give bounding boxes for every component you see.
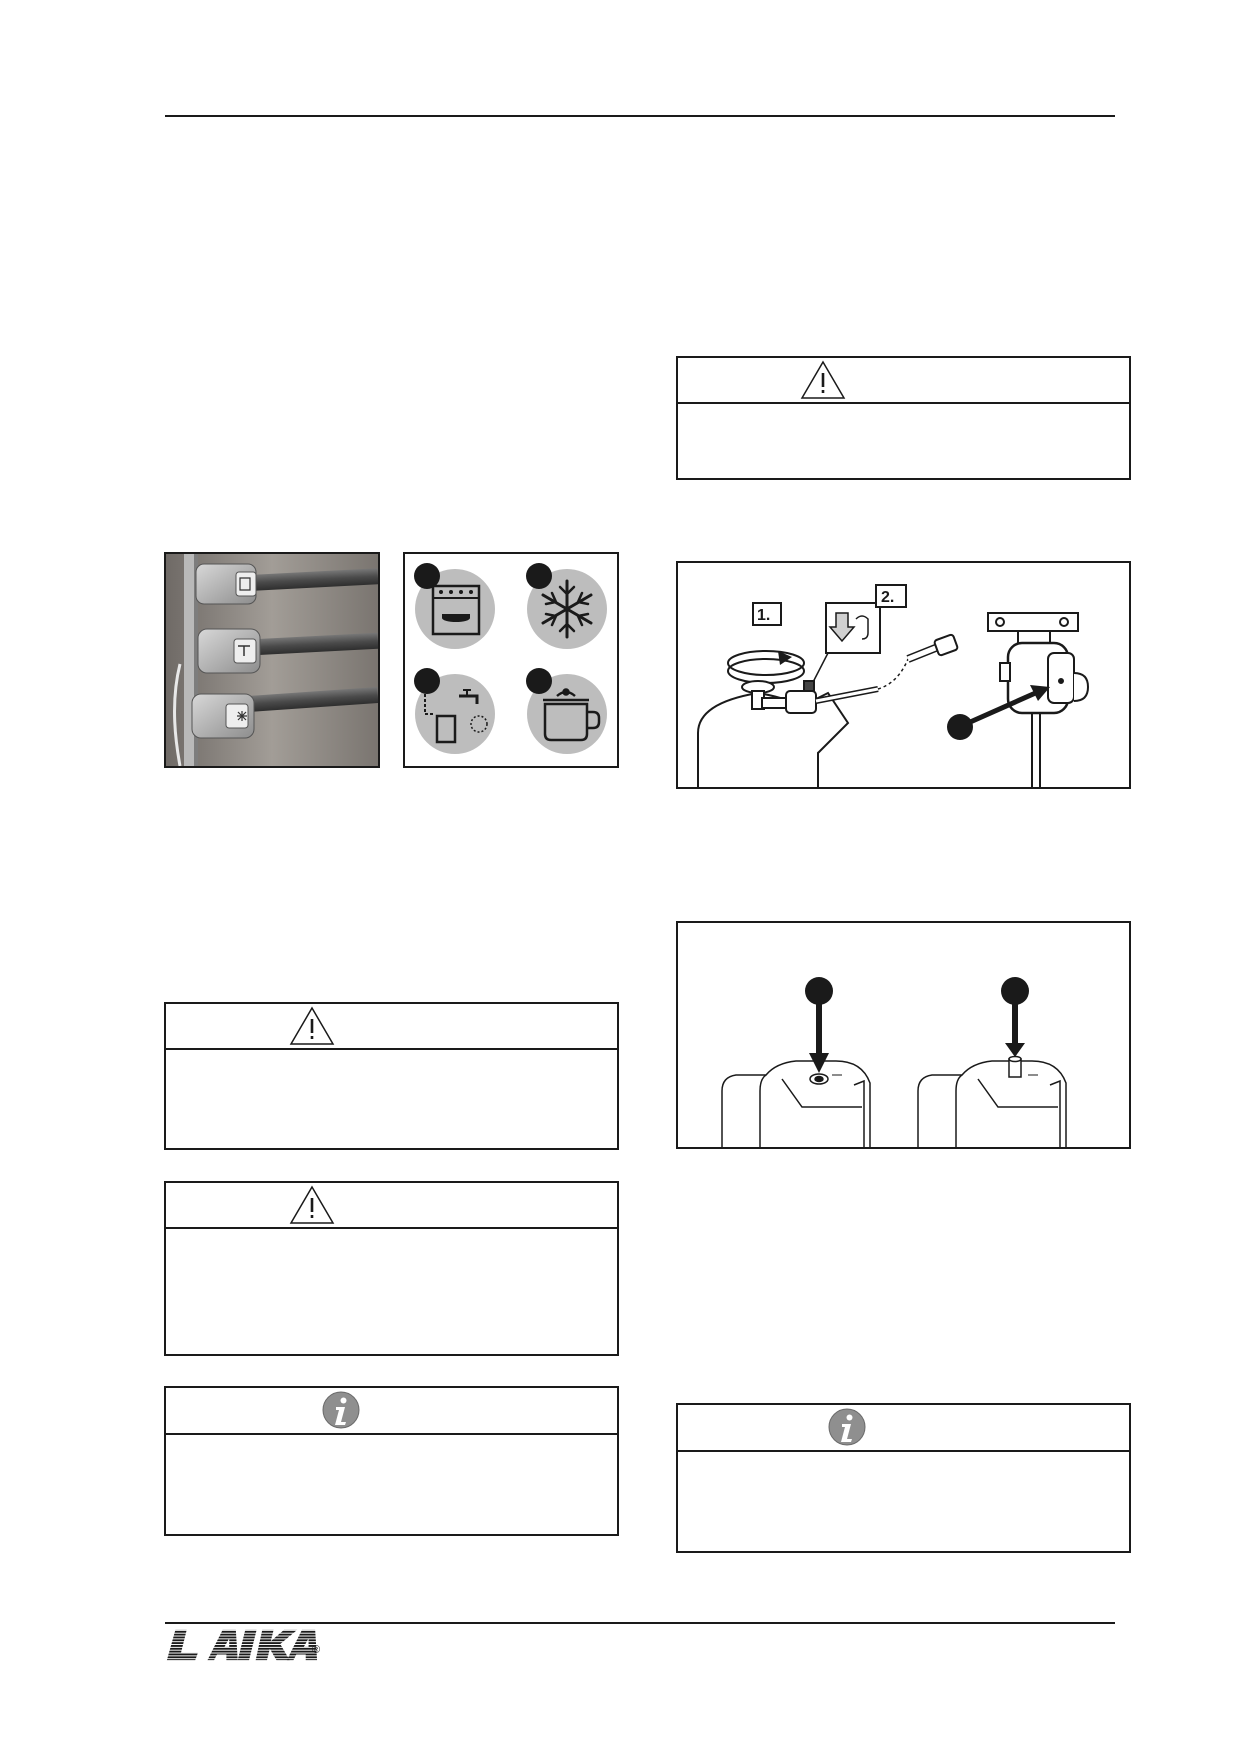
step-2-label: 2.	[881, 589, 895, 606]
info-circle-icon	[828, 1408, 866, 1446]
info-box	[676, 1403, 1131, 1553]
gas-valves-photo	[164, 552, 380, 768]
gas-bottle-connection-figure	[676, 561, 1131, 789]
cover-plug-figure	[676, 921, 1131, 1149]
warning-triangle-icon	[289, 1185, 335, 1225]
callout-marker	[414, 668, 440, 694]
info-circle-icon	[322, 1391, 360, 1429]
laika-logo	[165, 1628, 335, 1662]
registered-mark: ®	[312, 1644, 321, 1656]
oven-icon	[433, 586, 479, 634]
step-1-label: 1.	[757, 607, 771, 624]
warning-triangle-icon	[289, 1006, 335, 1046]
warning-box	[676, 356, 1131, 480]
header-rule	[165, 115, 1115, 117]
warning-box	[164, 1181, 619, 1356]
warning-box	[164, 1002, 619, 1150]
info-box	[164, 1386, 619, 1536]
warning-triangle-icon	[800, 360, 846, 400]
callout-marker	[414, 563, 440, 589]
callout-marker	[526, 668, 552, 694]
footer-rule	[165, 1622, 1115, 1624]
callout-marker	[526, 563, 552, 589]
appliance-symbols-figure	[403, 552, 619, 768]
